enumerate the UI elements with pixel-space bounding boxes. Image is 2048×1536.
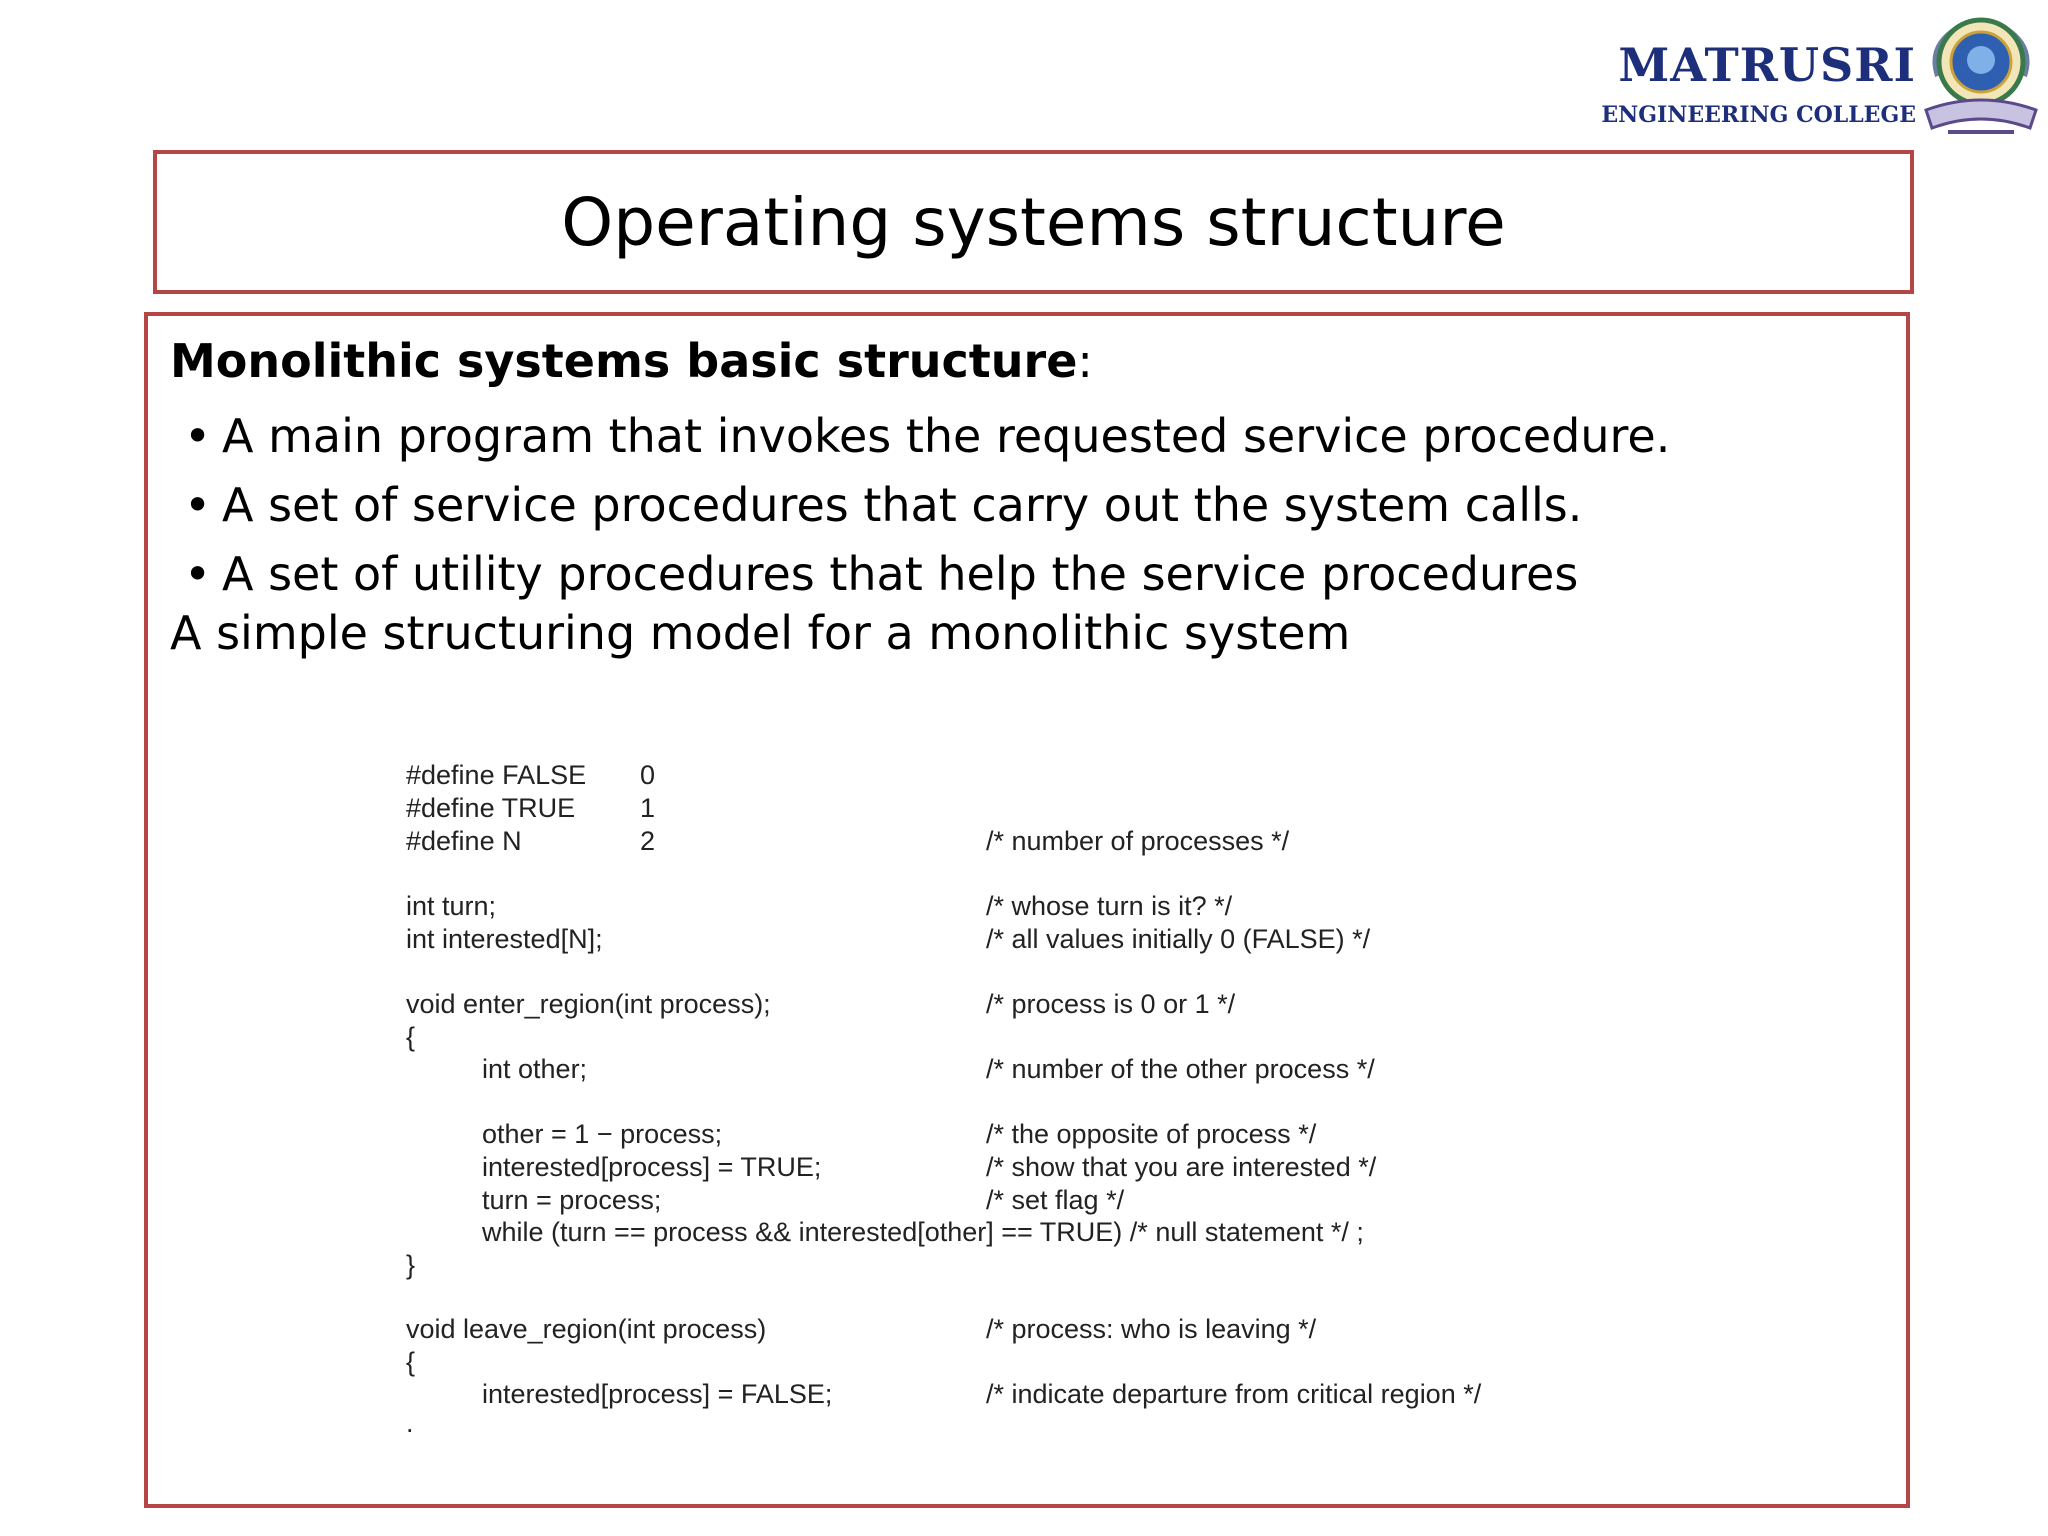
code-line: interested[process] = TRUE;: [482, 1152, 822, 1182]
code-line: int interested[N];: [406, 924, 603, 954]
college-logo: [1601, 6, 2048, 146]
section-heading-colon: :: [1077, 334, 1093, 388]
code-line: #define N: [406, 826, 522, 856]
college-crest-icon: [1918, 6, 2044, 146]
bullet-text: A set of utility procedures that help the service procedures: [222, 547, 1579, 601]
section-heading-bold: Monolithic systems basic structure: [170, 334, 1078, 388]
bullet-icon: •: [184, 478, 212, 532]
bullet-text: A main program that invokes the requested service procedure.: [222, 409, 1671, 463]
section-heading: [170, 334, 1093, 388]
code-comment: /* set flag */: [986, 1185, 1125, 1215]
code-comment: /* show that you are interested */: [986, 1152, 1377, 1182]
code-line: .: [406, 1408, 414, 1438]
code-line: void enter_region(int process);: [406, 989, 771, 1019]
code-line: {: [406, 1347, 416, 1377]
code-comment: /* whose turn is it? */: [986, 891, 1233, 921]
list-item: [184, 471, 1670, 540]
code-line: int turn;: [406, 891, 497, 921]
list-item: [184, 402, 1670, 471]
bullet-text: A set of service procedures that carry out the system calls.: [222, 478, 1583, 532]
code-comment: /* number of the other process */: [986, 1054, 1375, 1084]
code-line: int other;: [482, 1054, 588, 1084]
code-line: #define TRUE: [406, 793, 576, 823]
code-line: interested[process] = FALSE;: [482, 1379, 833, 1409]
code-line: while (turn == process && interested[other] == TRUE) /* null statement */ ;: [482, 1217, 1364, 1247]
bullet-list: [184, 402, 1670, 609]
code-line: other = 1 − process;: [482, 1119, 723, 1149]
code-line: {: [406, 1022, 416, 1052]
bullet-icon: •: [184, 547, 212, 601]
code-comment: /* process is 0 or 1 */: [986, 989, 1236, 1019]
list-item: [184, 540, 1670, 609]
code-line: }: [406, 1250, 416, 1280]
code-comment: /* number of processes */: [986, 826, 1290, 856]
bullet-icon: •: [184, 409, 212, 463]
code-line: void leave_region(int process): [406, 1314, 767, 1344]
slide-title: Operating systems structure: [561, 183, 1506, 261]
figure-caption: A simple structuring model for a monolithic system: [170, 606, 1351, 660]
code-figure: [406, 760, 1726, 1460]
code-value: 2: [640, 826, 656, 856]
code-comment: /* indicate departure from critical region */: [986, 1379, 1482, 1409]
content-box: [144, 312, 1910, 1508]
title-box: [153, 150, 1914, 294]
code-comment: /* process: who is leaving */: [986, 1314, 1317, 1344]
code-value: 0: [640, 760, 656, 790]
logo-name: MATRUSRI: [1618, 38, 1916, 92]
code-comment: /* all values initially 0 (FALSE) */: [986, 924, 1371, 954]
logo-subtitle: ENGINEERING COLLEGE: [1601, 102, 1916, 128]
code-line: #define FALSE: [406, 760, 587, 790]
code-comment: /* the opposite of process */: [986, 1119, 1317, 1149]
code-value: 1: [640, 793, 656, 823]
code-line: turn = process;: [482, 1185, 662, 1215]
